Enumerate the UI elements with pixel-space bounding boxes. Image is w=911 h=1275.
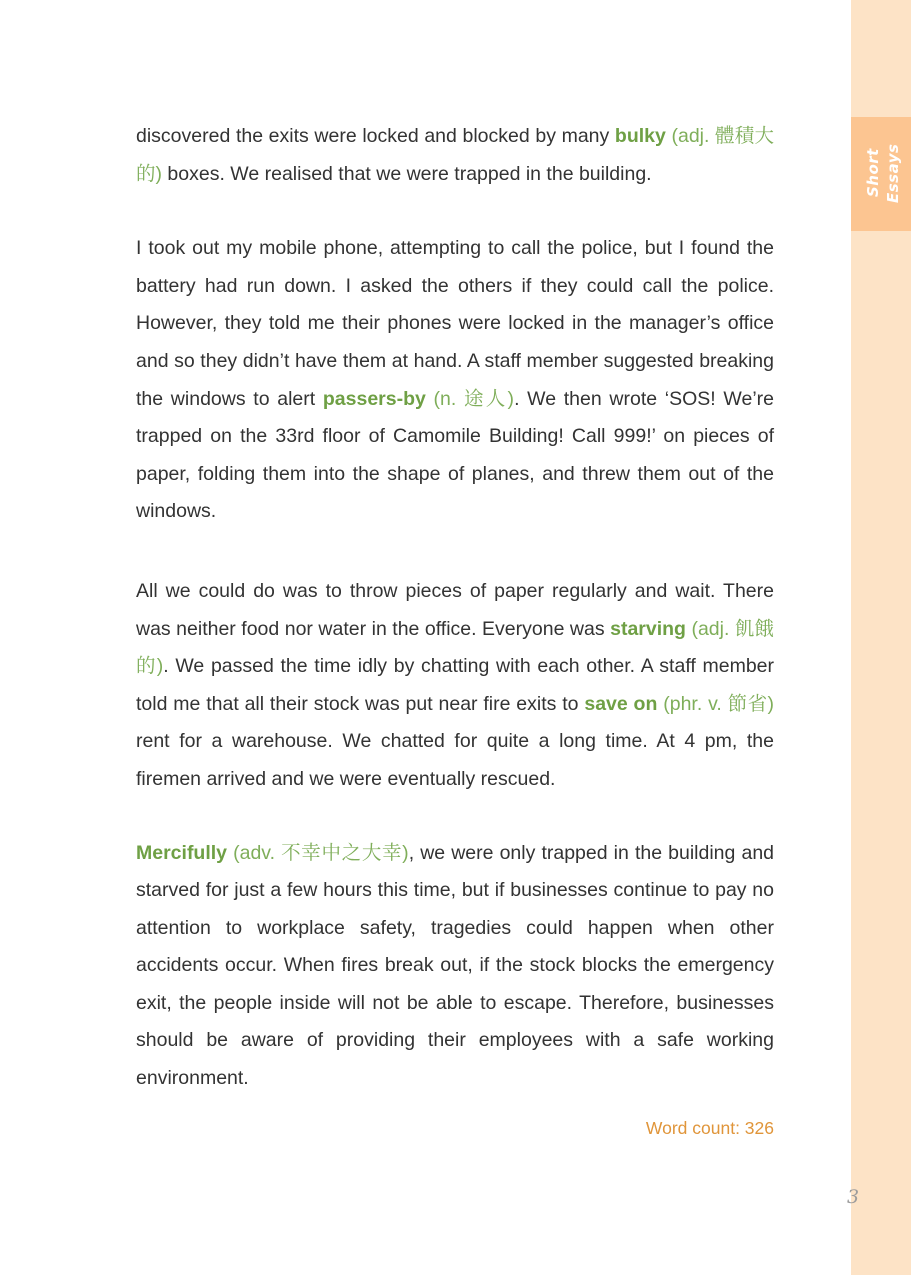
paragraph-4 — [136, 835, 774, 1098]
vocab-word: save on — [584, 692, 658, 715]
text: . We passed the time idly by chatting with each other. A staff member told me that all their stock was put near fire exits to — [136, 655, 775, 715]
text: , we were only trapped in the building and starved for just a few hours this time, but if businesses continue to pay no attention to workplace safety, tragedies could happen when other accidents occur. When fires break out, if the stock blocks the emergency exit, the people inside will not be able to escape. Therefore, businesses should be aware of providing their employees with a safe working environment. — [136, 841, 775, 1090]
text: . We then wrote ‘SOS! We’re trapped on the 33rd floor of Camomile Building! Call 999!’ on pieces of paper, folding them into the shape of planes, and threw them out of the windows. — [136, 387, 774, 523]
text: boxes. We realised that we were trapped in the building. — [162, 162, 652, 185]
vocab-word: bulky — [614, 125, 666, 147]
page-number: 3 — [847, 1186, 860, 1208]
text: All we could do was to throw pieces of paper regularly and wait. There was neither food nor water in the office. Everyone was — [136, 579, 774, 640]
vocab-gloss: (adv. 不幸中之大幸) — [227, 841, 409, 864]
paragraph-1 — [136, 118, 774, 193]
vocab-gloss: (n. 途人) — [425, 387, 515, 410]
vocab-word: passers-by — [322, 387, 426, 410]
text: rent for a warehouse. We chatted for quite a long time. At 4 pm, the firemen arrived and we were eventually rescued. — [136, 730, 774, 790]
paragraph-3 — [136, 573, 774, 799]
vocab-gloss: (phr. v. 節省) — [657, 692, 774, 715]
vocab-word: Mercifully — [136, 841, 228, 864]
word-count: Word count: 326 — [645, 1118, 774, 1138]
paragraph-2 — [136, 230, 774, 531]
vocab-word: starving — [610, 617, 686, 640]
vocab-gloss: (adj. 體積大的) — [136, 125, 774, 185]
essay-body — [136, 118, 774, 1135]
text: discovered the exits were locked and blocked by many — [136, 125, 615, 147]
section-tab-label: Short Essays — [864, 143, 902, 203]
vocab-gloss: (adj. 飢餓的) — [136, 617, 774, 678]
text: I took out my mobile phone, attempting to call the police, but I found the battery had run down. I asked the others if they could call the police. However, they told me their phones were locked in the manager’s office and so they didn’t have them at hand. A staff member suggested breaking the windows to alert — [136, 237, 774, 410]
